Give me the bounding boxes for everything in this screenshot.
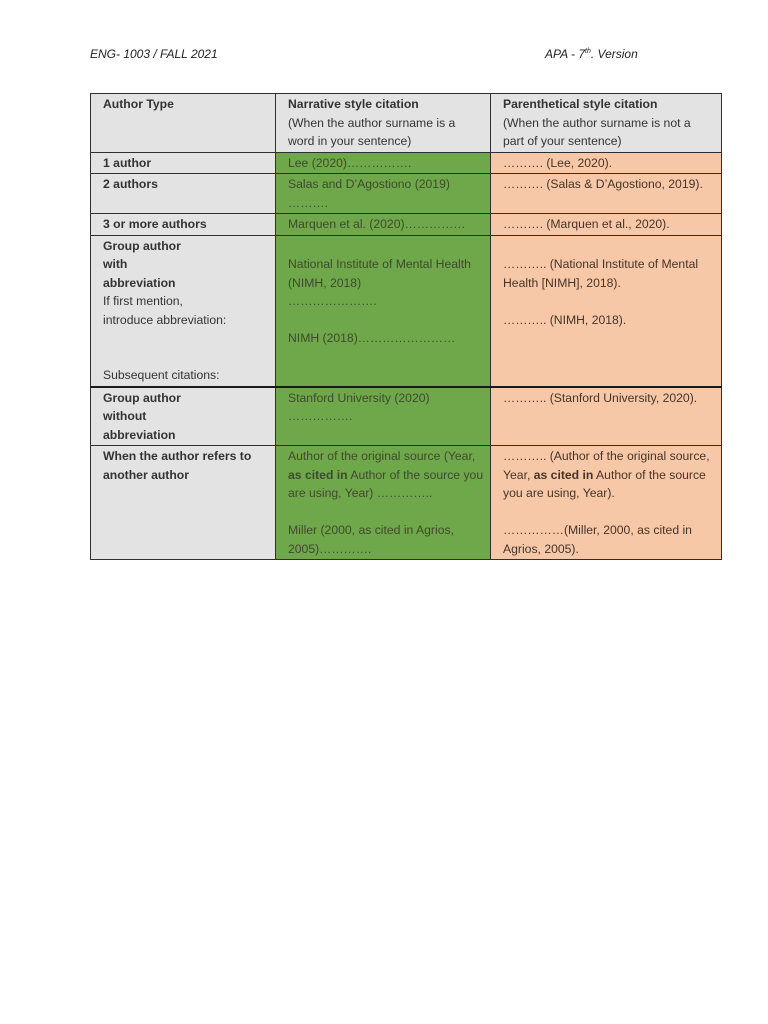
parenthetical-example: ………. (Salas & D’Agostiono, 2019). (503, 177, 703, 191)
header-narrative (276, 94, 491, 153)
parenthetical-cell (491, 235, 722, 387)
apa-suffix: . Version (590, 47, 638, 61)
parenthetical-cell (491, 174, 722, 214)
parenthetical-example: ………. (Lee, 2020). (503, 155, 613, 170)
table-row (91, 446, 722, 560)
table-row (91, 387, 722, 446)
author-type-label: abbreviation (103, 427, 176, 442)
narrative-example: National Institute of Mental Health (NIMH, 2018) (288, 257, 471, 290)
subsequent-citations-note: Subsequent citations: (103, 368, 220, 382)
author-type-label: Group author (103, 238, 181, 253)
narrative-example: Salas and D’Agostiono (2019) (288, 177, 450, 191)
author-type-cell (91, 387, 276, 446)
narrative-dots: ………. (288, 195, 328, 210)
author-type-cell (91, 214, 276, 236)
parenthetical-example: ………. (Marquen et al., 2020). (503, 217, 670, 231)
parenthetical-example: ……….. (Stanford University, 2020). (503, 390, 698, 405)
parenthetical-cell (491, 214, 722, 236)
author-type-cell (91, 174, 276, 214)
table-header-row (91, 94, 722, 153)
first-mention-note: If first mention, (103, 294, 183, 308)
author-type-cell (91, 152, 276, 174)
narrative-example: NIMH (2018)…………………… (288, 331, 456, 345)
parenthetical-cell (491, 387, 722, 446)
author-type-label: with (103, 257, 128, 271)
table-row (91, 152, 722, 174)
narrative-example: Stanford University (2020) (288, 390, 430, 405)
table-row (91, 214, 722, 236)
table-row (91, 174, 722, 214)
parenthetical-rule: ……….. (Author of the original source, Year, as cited in Author of the source you are using, Year). (503, 449, 710, 500)
parenthetical-note: (When the author surname is not a part of your sentence) (503, 115, 691, 148)
narrative-dots: ……………. (288, 409, 353, 423)
apa-prefix: APA - 7 (545, 47, 586, 61)
header-parenthetical (491, 94, 722, 153)
table-row (91, 235, 722, 387)
narrative-rule: Author of the original source (Year, as cited in Author of the source you are using, Year) ………….. (288, 449, 484, 500)
narrative-heading: Narrative style citation (288, 97, 419, 111)
narrative-note: (When the author surname is a word in your sentence) (288, 115, 456, 148)
parenthetical-heading: Parenthetical style citation (503, 97, 658, 111)
author-type-label: 2 authors (103, 177, 158, 191)
author-type-label: 3 or more authors (103, 217, 207, 231)
narrative-cell (276, 235, 491, 387)
apa-citation-table (90, 93, 722, 560)
narrative-cell (276, 174, 491, 214)
narrative-example: Marquen et al. (2020)…………… (288, 217, 466, 231)
course-header: ENG- 1003 / FALL 2021 (90, 47, 218, 61)
author-type-cell (91, 235, 276, 387)
narrative-cell (276, 387, 491, 446)
parenthetical-cell (491, 446, 722, 560)
author-type-heading: Author Type (103, 97, 174, 111)
apa-superscript: th (585, 48, 591, 55)
narrative-cell (276, 152, 491, 174)
first-mention-note: introduce abbreviation: (103, 312, 227, 327)
parenthetical-cell (491, 152, 722, 174)
narrative-dots: …………………. (288, 294, 377, 308)
narrative-cell (276, 214, 491, 236)
narrative-cell (276, 446, 491, 560)
author-type-label: Group author (103, 390, 181, 405)
narrative-example: Lee (2020)……………. (288, 155, 412, 170)
header-author-type (91, 94, 276, 153)
author-type-label: 1 author (103, 155, 152, 170)
parenthetical-example: ……………(Miller, 2000, as cited in Agrios, 2005). (503, 523, 692, 556)
narrative-example: Miller (2000, as cited in Agrios, 2005)…………. (288, 523, 454, 556)
author-type-cell (91, 446, 276, 560)
author-type-label: without (103, 409, 147, 423)
author-type-label: When the author refers to another author (103, 449, 252, 482)
apa-version-header (545, 47, 638, 61)
author-type-label: abbreviation (103, 275, 176, 290)
parenthetical-example: ……….. (National Institute of Mental Health [NIMH], 2018). (503, 257, 699, 290)
parenthetical-example: ……….. (NIMH, 2018). (503, 312, 627, 327)
